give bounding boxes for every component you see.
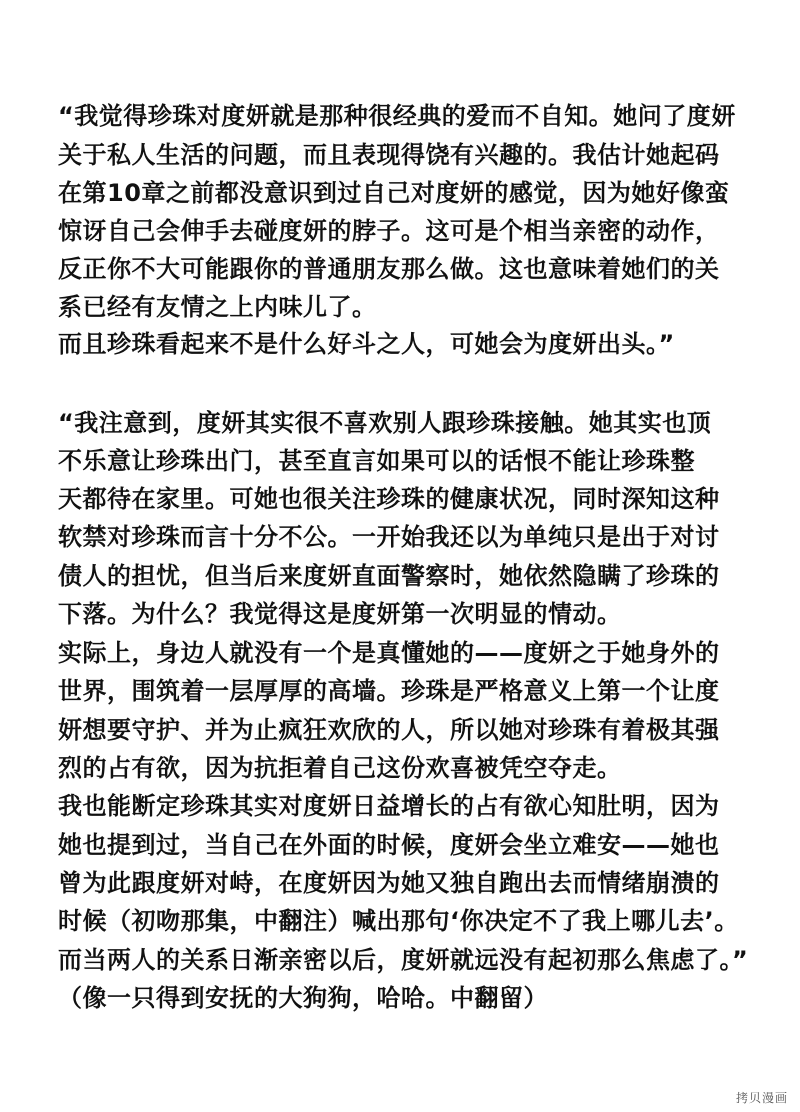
paragraph-2-line-3: 天都待在家里。可她也很关注珍珠的健康状况，同时深知这种	[58, 485, 720, 513]
paragraph-2-line-12: 她也提到过，当自己在外面的时候，度妍会坐立难安——她也	[58, 831, 720, 859]
paragraph-2-line-4: 软禁对珍珠而言十分不公。一开始我还以为单纯只是出于对讨	[58, 523, 720, 551]
paragraph-1-line-3: 在第10章之前都没意识到过自己对度妍的感觉，因为她好像蛮	[58, 179, 730, 207]
paragraph-2-line-7: 实际上，身边人就没有一个是真懂她的——度妍之于她身外的	[58, 639, 720, 667]
paragraph-2-line-16: （像一只得到安抚的大狗狗，哈哈。中翻留）	[58, 984, 548, 1012]
paragraph-1-line-5: 反正你不大可能跟你的普通朋友那么做。这也意味着她们的关	[58, 255, 720, 283]
paragraph-2-line-15: 而当两人的关系日渐亲密以后，度妍就远没有起初那么焦虑了。”	[58, 946, 749, 974]
paragraph-2-line-5: 债人的担忧，但当后来度妍直面警察时，她依然隐瞒了珍珠的	[58, 562, 720, 590]
paragraph-1-line-2: 关于私人生活的问题，而且表现得饶有兴趣的。我估计她起码	[58, 141, 720, 169]
paragraph-2-line-6: 下落。为什么？我觉得这是度妍第一次明显的情动。	[58, 600, 622, 628]
paragraph-1-line-4: 惊讶自己会伸手去碰度妍的脖子。这可是个相当亲密的动作，	[58, 217, 720, 245]
watermark: 拷贝漫画	[735, 1091, 788, 1105]
paragraph-2-line-13: 曾为此跟度妍对峙，在度妍因为她又独自跑出去而情绪崩溃的	[58, 869, 720, 897]
paragraph-2-line-2: 不乐意让珍珠出门，甚至直言如果可以的话恨不能让珍珠整	[58, 447, 695, 475]
paragraph-2-line-8: 世界，围筑着一层厚厚的高墙。珍珠是严格意义上第一个让度	[58, 677, 720, 705]
paragraph-1-line-1: “我觉得珍珠对度妍就是那种很经典的爱而不自知。她问了度妍	[58, 102, 736, 130]
paragraph-2-line-14: 时候（初吻那集，中翻注）喊出那句‘你决定不了我上哪儿去’。	[58, 907, 739, 935]
paragraph-2-line-10: 烈的占有欲，因为抗拒着自己这份欢喜被凭空夺走。	[58, 754, 622, 782]
paragraph-2-line-9: 妍想要守护、并为止疯狂欢欣的人，所以她对珍珠有着极其强	[58, 716, 720, 744]
paragraph-1-line-6: 系已经有友情之上内味儿了。	[58, 293, 377, 321]
paragraph-1-line-7: 而且珍珠看起来不是什么好斗之人，可她会为度妍出头。”	[58, 330, 675, 358]
paragraph-2-line-11: 我也能断定珍珠其实对度妍日益增长的占有欲心知肚明，因为	[58, 792, 720, 820]
paragraph-2-line-1: “我注意到，度妍其实很不喜欢别人跟珍珠接触。她其实也顶	[58, 409, 712, 437]
